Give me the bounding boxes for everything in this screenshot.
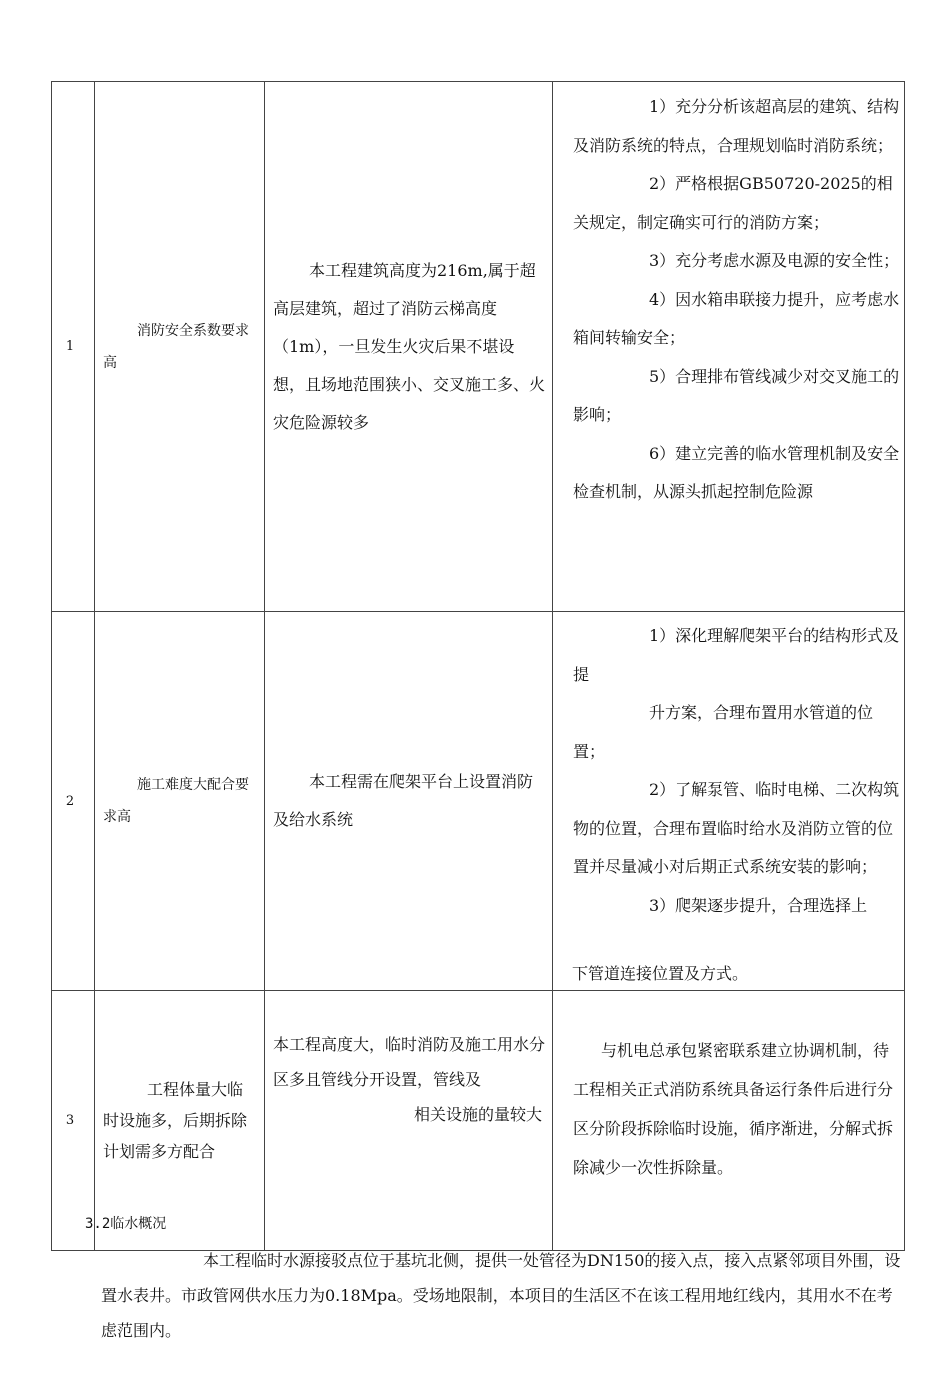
measure-item: 4）因水箱串联接力提升，应考虑水箱间转输安全；	[573, 289, 900, 347]
measures-cell	[553, 991, 905, 1251]
row-number-cell	[52, 612, 95, 991]
measure-item: 与机电总承包紧密联系建立协调机制，待工程相关正式消防系统具备运行条件后进行分区分阶段拆除临时设施，循序渐进，分解式拆除减少一次性拆除量。	[573, 1041, 894, 1177]
feature-text: 工程体量大临时设施多，后期拆除计划需多方配合	[103, 1080, 248, 1161]
measures-cell	[553, 82, 905, 612]
feature-cell	[95, 991, 265, 1251]
row-number: 1	[65, 339, 75, 354]
row-number: 2	[65, 793, 75, 809]
section-paragraph: 本工程临时水源接驳点位于基坑北侧，提供一处管径为DN150的接入点，接入点紧邻项目外围，设置水表井。市政管网供水压力为0.18Mpa。受场地限制，本项目的生活区不在该工程用地红线内，其用水不在考虑范围内。	[101, 1251, 901, 1340]
description-text-end: 相关设施的量较大	[413, 1105, 542, 1124]
measures-cell	[553, 612, 905, 991]
table-row	[52, 612, 905, 991]
feature-text: 施工难度大配合要求高	[103, 777, 249, 825]
section-heading	[85, 1213, 166, 1235]
description-text: 本工程需在爬架平台上设置消防及给水系统	[273, 772, 534, 829]
description-cell	[265, 82, 553, 612]
measure-item: 1）深化理解爬架平台的结构形式及提	[573, 626, 900, 684]
measure-item: 3）爬架逐步提升，合理选择上	[649, 895, 868, 915]
measure-item: 3）充分考虑水源及电源的安全性；	[649, 251, 900, 270]
section-number: 3.2	[85, 1216, 111, 1232]
measure-item: 2）了解泵管、临时电梯、二次构筑物的位置，合理布置临时给水及消防立管的位置并尽量减小对后期正式系统安装的影响；	[573, 780, 900, 876]
feature-cell	[95, 612, 265, 991]
row-number-cell	[52, 991, 95, 1251]
description-text: 本工程高度大，临时消防及施工用水分区多且管线分开设置，管线及	[273, 1035, 546, 1089]
difficulty-table	[51, 81, 905, 1251]
description-cell	[265, 991, 553, 1251]
row-number-cell	[52, 82, 95, 612]
measure-item: 5）合理排布管线减少对交叉施工的影响；	[573, 366, 900, 424]
measure-item: 2）严格根据GB50720-2025的相关规定，制定确实可行的消防方案；	[573, 174, 893, 232]
feature-cell	[95, 82, 265, 612]
measure-item: 升方案，合理布置用水管道的位置；	[573, 703, 874, 761]
table-row	[52, 82, 905, 612]
table-row	[52, 991, 905, 1251]
measure-item: 6）建立完善的临水管理机制及安全检查机制，从源头抓起控制危险源	[573, 443, 900, 501]
feature-text: 消防安全系数要求高	[103, 322, 249, 371]
description-cell	[265, 612, 553, 991]
measure-item: 1）充分分析该超高层的建筑、结构及消防系统的特点，合理规划临时消防系统；	[573, 97, 900, 155]
description-text: 本工程建筑高度为216m,属于超高层建筑，超过了消防云梯高度（1m），一旦发生火灾后果不堪设想，且场地范围狭小、交叉施工多、火灾危险源较多	[273, 260, 546, 432]
row-number: 3	[65, 1113, 75, 1128]
section-title: 临水概况	[110, 1216, 167, 1232]
measure-overflow-text: 下管道连接位置及方式。	[572, 964, 749, 983]
